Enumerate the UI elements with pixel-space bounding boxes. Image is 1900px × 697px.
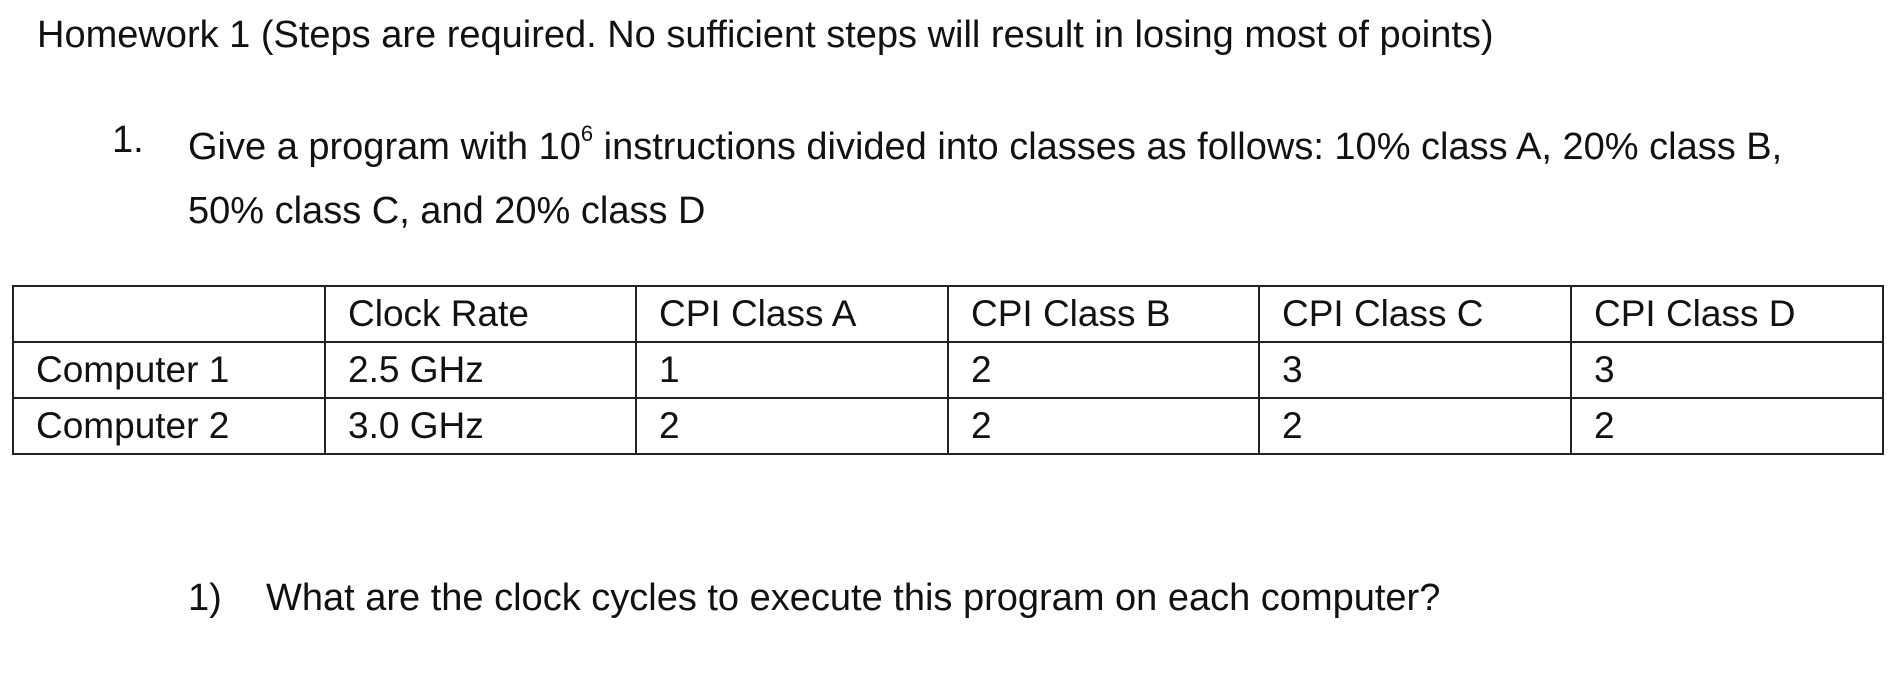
table-cell: 3 (1259, 342, 1571, 398)
question-1-text-end: instructions divided into classes as follows: 10% class A, 20% class B, 50% class C, and 20% class D (188, 126, 1783, 232)
subquestion-1 (188, 573, 1440, 623)
table-cell: 2.5 GHz (325, 342, 636, 398)
cpi-table (12, 285, 1884, 455)
question-1-number: 1. (112, 119, 144, 161)
question-1-text (188, 115, 1828, 243)
table-header-cell: CPI Class C (1259, 286, 1571, 342)
table-row (13, 342, 1883, 398)
table-cell: 3 (1571, 342, 1883, 398)
table-cell: Computer 1 (13, 342, 325, 398)
table-header-cell: CPI Class A (636, 286, 948, 342)
subquestion-1-text: What are the clock cycles to execute this program on each computer? (266, 577, 1441, 619)
table-cell: Computer 2 (13, 398, 325, 454)
table-header-cell (13, 286, 325, 342)
homework-title: Homework 1 (Steps are required. No sufficient steps will result in losing most of points) (37, 14, 1494, 56)
table-cell: 1 (636, 342, 948, 398)
table-header-cell: Clock Rate (325, 286, 636, 342)
table-cell: 2 (1571, 398, 1883, 454)
table-cell: 2 (1259, 398, 1571, 454)
table-header-row (13, 286, 1883, 342)
table-cell: 2 (948, 398, 1259, 454)
question-1-text-start: Give a program with 10 (188, 126, 581, 168)
table-cell: 3.0 GHz (325, 398, 636, 454)
table-header-cell: CPI Class D (1571, 286, 1883, 342)
question-1-exponent: 6 (580, 121, 594, 147)
table-cell: 2 (636, 398, 948, 454)
table-row (13, 398, 1883, 454)
table-cell: 2 (948, 342, 1259, 398)
table-header-cell: CPI Class B (948, 286, 1259, 342)
subquestion-1-number: 1) (188, 577, 222, 619)
